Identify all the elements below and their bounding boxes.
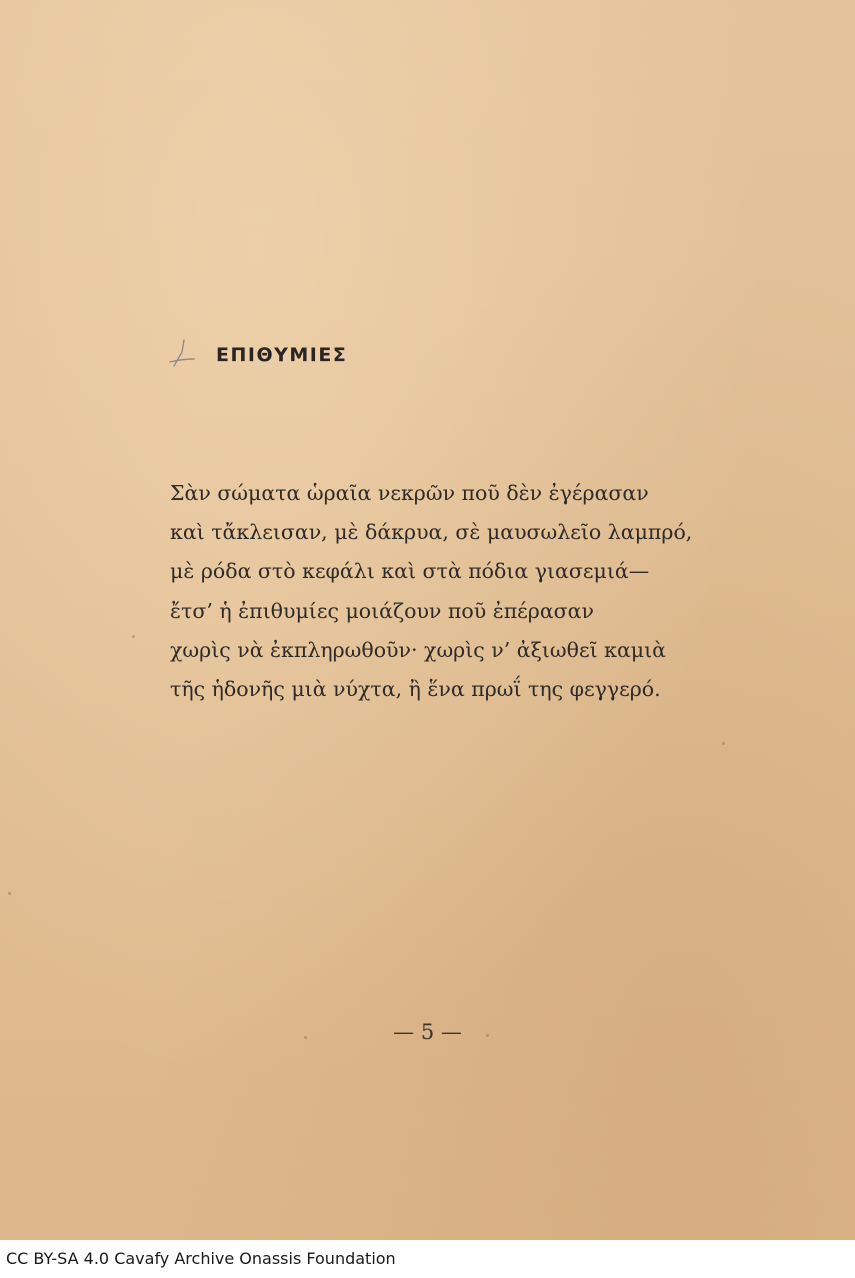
poem-line: μὲ ρόδα στὸ κεφάλι καὶ στὰ πόδια γιασεμιά— [170,559,650,584]
poem-line: καὶ τἄκλεισαν, μὲ δάκρυα, σὲ μαυσωλεῖο λαμπρό, [170,520,693,545]
credit-bar [0,1240,855,1278]
paper-speck [132,635,135,638]
page-number: — 5 — [393,1020,462,1044]
license-credit: CC BY-SA 4.0 Cavafy Archive Onassis Foundation [6,1249,396,1268]
paper-speck [722,742,725,745]
poem-line: Σὰν σώματα ὡραῖα νεκρῶν ποῦ δὲν ἐγέρασαν [170,481,649,505]
paper-speck [8,892,11,895]
poem-line: ἔτσ’ ἡ ἐπιθυμίες μοιάζουν ποῦ ἐπέρασαν [170,598,594,623]
pencil-check-mark-icon [168,338,196,374]
poem-body [170,474,730,709]
poem-title: ΕΠΙΘΥΜΙΕΣ [216,344,348,366]
poem-line: χωρὶς νὰ ἐκπληρωθοῦν· χωρὶς ν’ ἀξιωθεῖ καμιὰ [170,637,667,662]
poem-line: τῆς ἡδονῆς μιὰ νύχτα, ἢ ἕνα πρωΐ της φεγγερό. [170,677,661,702]
